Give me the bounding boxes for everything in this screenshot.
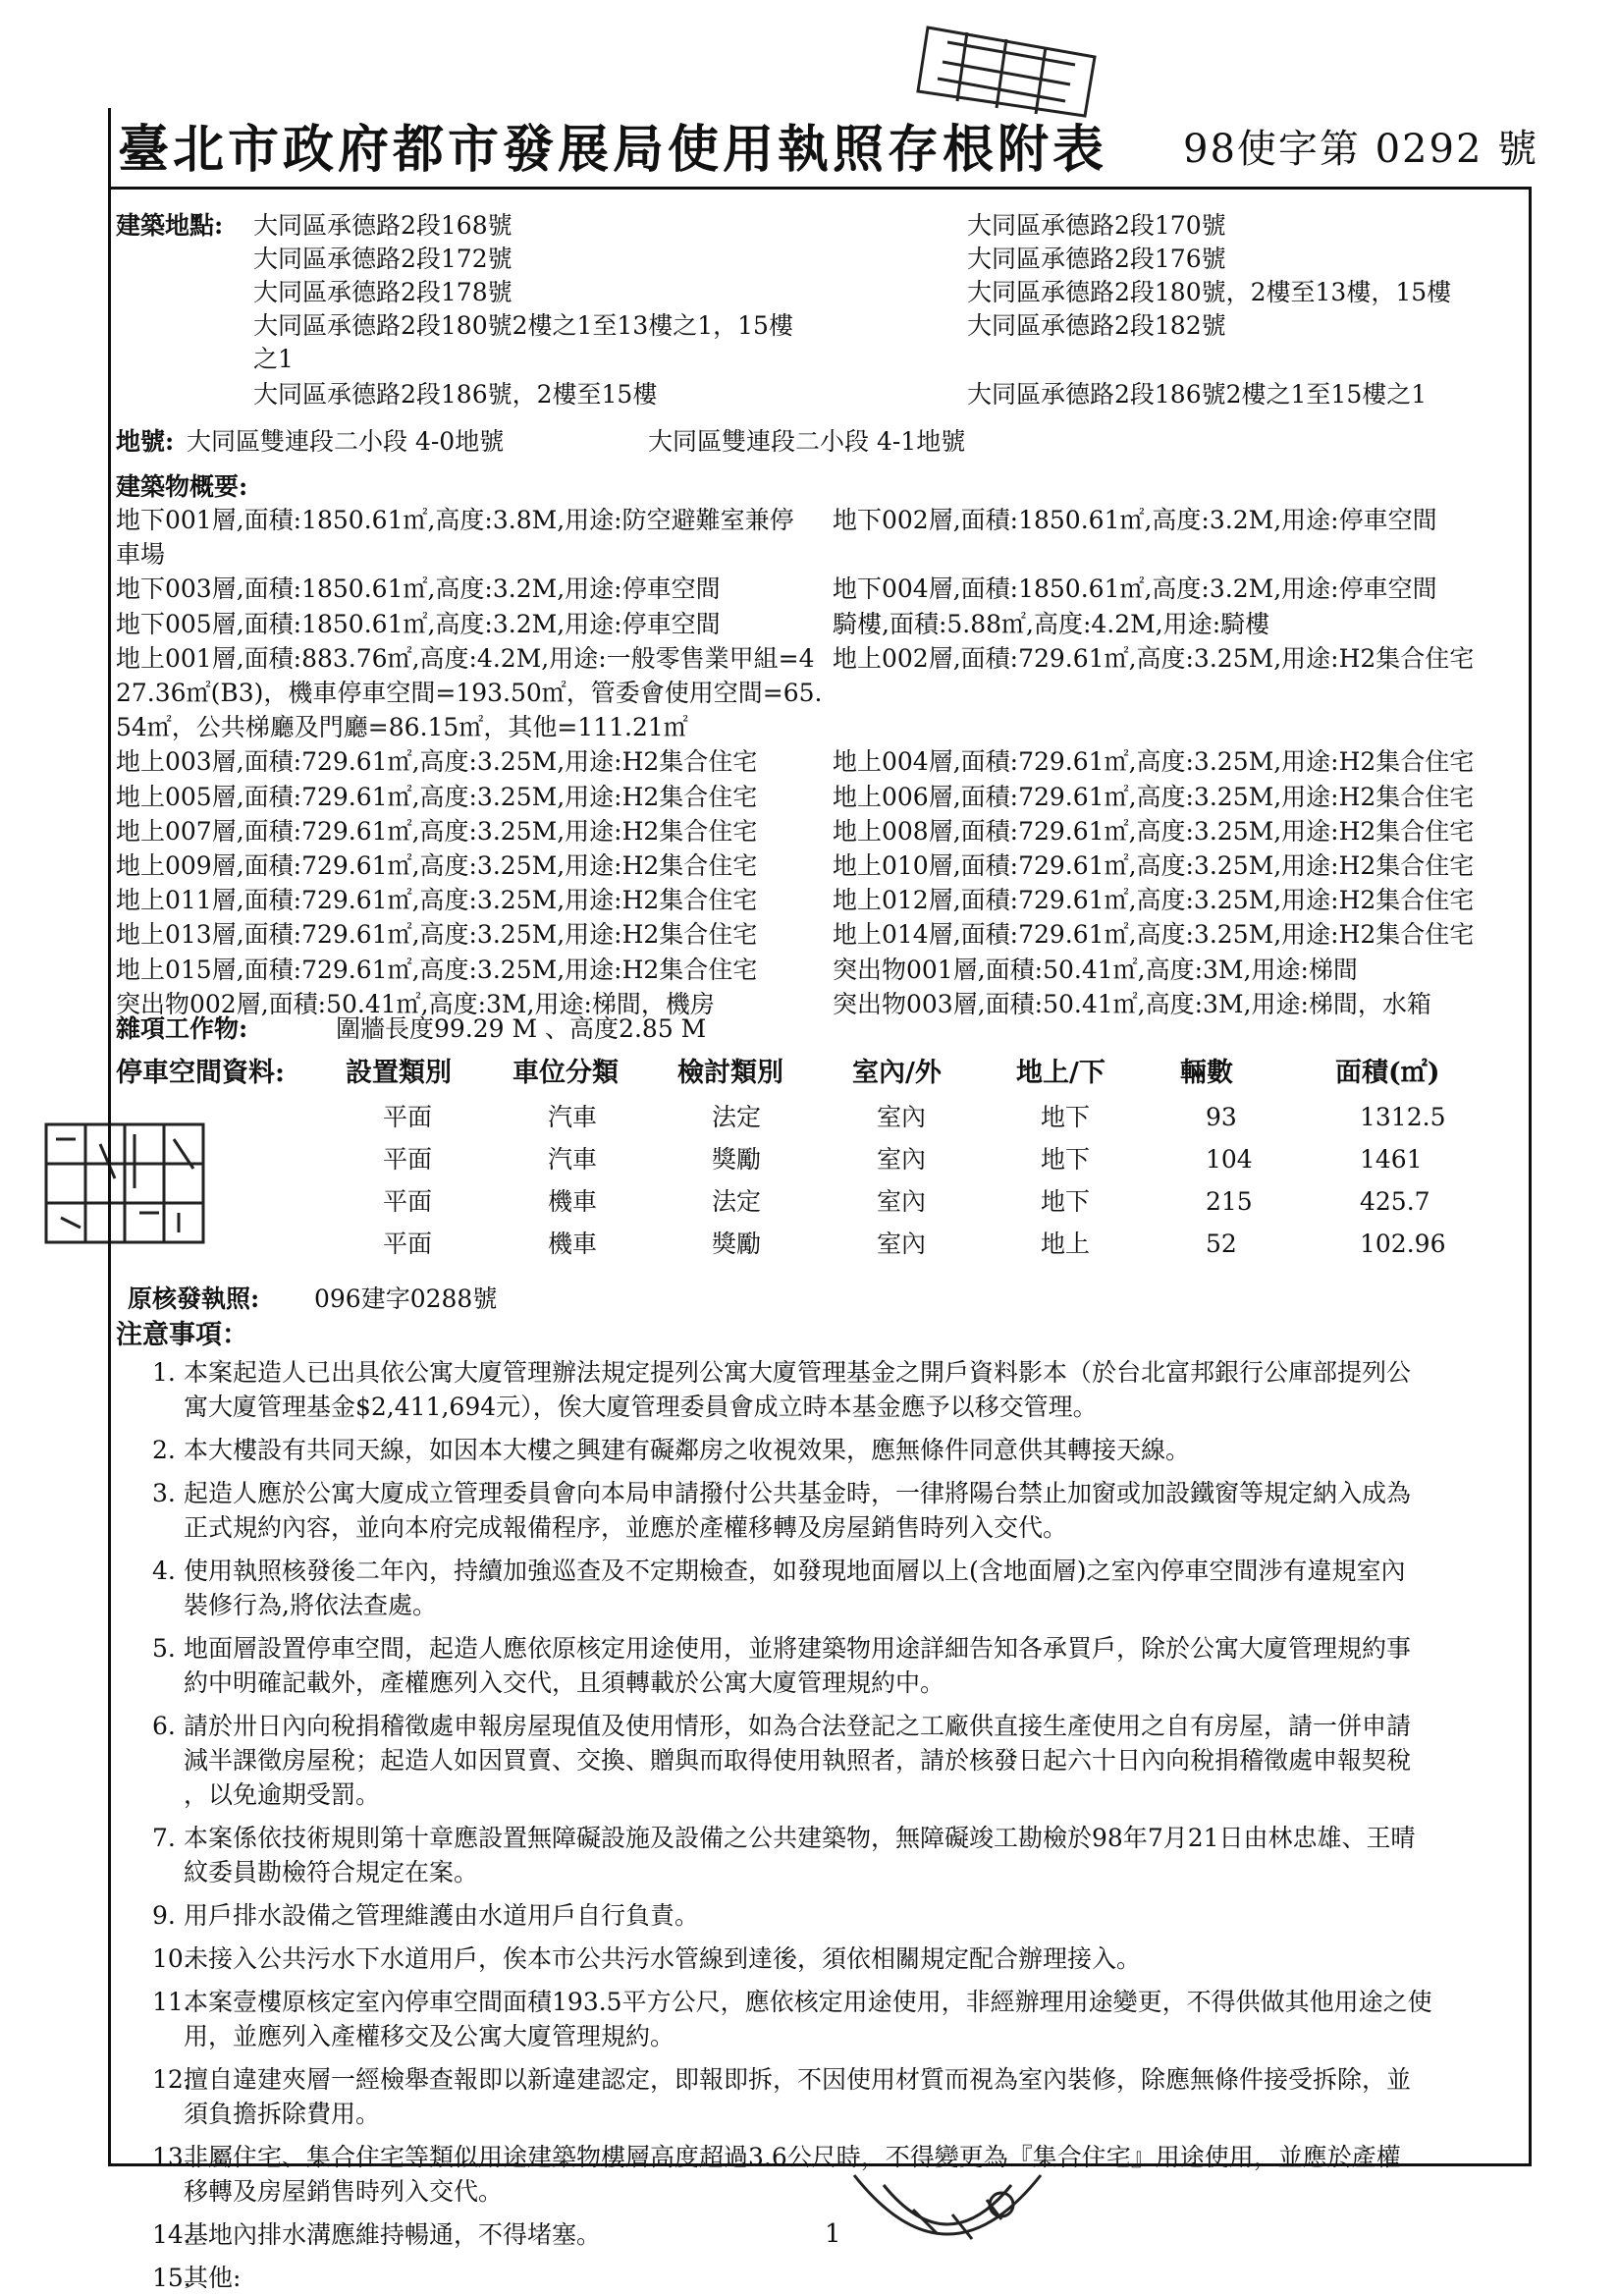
- site-address: 大同區承德路2段180號，2樓至13樓，15樓: [967, 278, 1452, 306]
- note-item: [152, 2062, 1546, 2131]
- overview-entry: 地上005層,面積:729.61㎡,高度:3.25M,用途:H2集合住宅: [116, 782, 758, 811]
- note-line: 正式規約內容，並向本府完成報備程序，並應於產權移轉及房屋銷售時列入交代。: [184, 1513, 1068, 1542]
- site-address: 大同區承德路2段182號: [967, 311, 1226, 340]
- note-item: [152, 1941, 1546, 1976]
- parking-cell: 平面: [383, 1187, 433, 1216]
- note-item: [152, 1433, 1546, 1467]
- overview-entry: 地上001層,面積:883.76㎡,高度:4.2M,用途:一般零售業甲組=4: [116, 643, 815, 673]
- parking-column-header: 輛數: [1180, 1058, 1233, 1088]
- parking-label: 停車空間資料:: [116, 1058, 285, 1088]
- original-permit-label: 原核發執照:: [128, 1285, 260, 1313]
- note-line: 紋委員勘檢符合規定在案。: [184, 1858, 479, 1886]
- page-number: 1: [825, 2219, 841, 2249]
- note-number: 15.: [152, 2264, 191, 2292]
- parking-cell: 法定: [712, 1187, 762, 1216]
- left-border: [108, 108, 111, 2165]
- parking-cell: 汽車: [548, 1103, 598, 1131]
- note-line: 移轉及房屋銷售時列入交代。: [184, 2177, 504, 2206]
- note-item: [152, 1709, 1546, 1812]
- misc-value: 圍牆長度99.29 M 、高度2.85 M: [336, 1014, 707, 1043]
- overview-entry: 地上008層,面積:729.61㎡,高度:3.25M,用途:H2集合住宅: [833, 816, 1475, 846]
- note-item: [152, 1821, 1546, 1889]
- parking-cell: 室內: [877, 1187, 927, 1216]
- overview-entry: 地上009層,面積:729.61㎡,高度:3.25M,用途:H2集合住宅: [116, 851, 758, 880]
- overview-entry: 地上006層,面積:729.61㎡,高度:3.25M,用途:H2集合住宅: [833, 782, 1475, 811]
- note-number: 5.: [152, 1634, 176, 1663]
- parking-cell: 102.96: [1360, 1230, 1446, 1258]
- site-address: 大同區承德路2段168號: [253, 211, 512, 240]
- note-line: 須負擔拆除費用。: [184, 2100, 381, 2128]
- overview-entry: 地上004層,面積:729.61㎡,高度:3.25M,用途:H2集合住宅: [833, 747, 1475, 777]
- overview-entry: 地上014層,面積:729.61㎡,高度:3.25M,用途:H2集合住宅: [833, 920, 1475, 950]
- parking-cell: 地下: [1041, 1145, 1091, 1174]
- note-number: 13.: [152, 2143, 191, 2171]
- note-item: [152, 1554, 1546, 1622]
- note-number: 2.: [152, 1436, 176, 1464]
- note-line: 地面層設置停車空間，起造人應依原核定用途使用，並將建築物用途詳細告知各承買戶，除於公寓大廈管理規約事: [184, 1634, 1412, 1663]
- parking-cell: 1461: [1360, 1145, 1423, 1174]
- overview-entry: 地上012層,面積:729.61㎡,高度:3.25M,用途:H2集合住宅: [833, 886, 1475, 915]
- note-item: [152, 2140, 1546, 2209]
- site-address: 大同區承德路2段186號2樓之1至15樓之1: [967, 380, 1428, 409]
- site-address: 大同區承德路2段172號: [253, 245, 512, 273]
- note-line: 用戶排水設備之管理維護由水道用戶自行負責。: [184, 1901, 700, 1930]
- note-item: [152, 1355, 1546, 1424]
- note-line: 減半課徵房屋稅；起造人如因買賣、交換、贈與而取得使用執照者，請於核發日起六十日內向稅捐稽徵處申報契稅: [184, 1746, 1412, 1775]
- overview-entry: 地下004層,面積:1850.61㎡,高度:3.2M,用途:停車空間: [833, 574, 1437, 604]
- parking-cell: 215: [1206, 1187, 1253, 1216]
- note-number: 7.: [152, 1824, 176, 1852]
- overview-entry: 地上011層,面積:729.61㎡,高度:3.25M,用途:H2集合住宅: [116, 886, 758, 915]
- parking-cell: 425.7: [1360, 1187, 1430, 1216]
- overview-entry: 車場: [116, 540, 166, 570]
- overview-entry: 54㎡，公共梯廳及門廳=86.15㎡，其他=111.21㎡: [116, 713, 688, 742]
- parking-cell: 平面: [383, 1145, 433, 1174]
- overview-entry: 地上002層,面積:729.61㎡,高度:3.25M,用途:H2集合住宅: [833, 643, 1475, 673]
- note-number: 10.: [152, 1944, 191, 1973]
- note-item: [152, 2261, 1546, 2295]
- note-line: 用，並應列入產權移交及公寓大廈管理規約。: [184, 2022, 675, 2050]
- site-address: 大同區承德路2段186號，2樓至15樓: [253, 380, 658, 409]
- overview-entry: 地下005層,面積:1850.61㎡,高度:3.2M,用途:停車空間: [116, 609, 721, 638]
- overview-entry: 突出物001層,面積:50.41㎡,高度:3M,用途:梯間: [833, 955, 1358, 984]
- parking-column-header: 地上/下: [1016, 1058, 1106, 1088]
- note-line: 起造人應於公寓大廈成立管理委員會向本局申請撥付公共基金時，一律將陽台禁止加窗或加設鐵窗等規定納入成為: [184, 1479, 1412, 1507]
- note-line: 擅自違建夾層一經檢舉查報即以新違建認定，即報即拆，不因使用材質而視為室內裝修，除應無條件接受拆除，並: [184, 2065, 1412, 2094]
- note-number: 14.: [152, 2220, 191, 2249]
- header-rule: [108, 187, 1532, 190]
- overview-entry: 27.36㎡(B3)，機車停車空間=193.50㎡，管委會使用空間=65.: [116, 679, 823, 707]
- parking-cell: 地下: [1041, 1103, 1091, 1131]
- overview-entry: 騎樓,面積:5.88㎡,高度:4.2M,用途:騎樓: [833, 609, 1270, 638]
- lot-number-a: 大同區雙連段二小段 4-0地號: [187, 427, 505, 456]
- parking-cell: 平面: [383, 1230, 433, 1258]
- parking-cell: 1312.5: [1360, 1103, 1446, 1131]
- parking-cell: 室內: [877, 1145, 927, 1174]
- note-line: ，以免逾期受罰。: [184, 1780, 381, 1809]
- overview-entry: 地下001層,面積:1850.61㎡,高度:3.8M,用途:防空避難室兼停: [116, 506, 794, 534]
- note-line: 裝修行為,將依法查處。: [184, 1591, 437, 1619]
- note-item: [152, 1631, 1546, 1700]
- parking-column-header: 車位分類: [512, 1058, 619, 1088]
- document-title: 臺北市政府都市發展局使用執照存根附表: [118, 120, 1108, 180]
- note-line: 約中明確記載外，產權應列入交代，且須轉載於公寓大廈管理規約中。: [184, 1668, 945, 1697]
- note-number: 9.: [152, 1901, 176, 1930]
- overview-entry: 地上015層,面積:729.61㎡,高度:3.25M,用途:H2集合住宅: [116, 955, 758, 984]
- note-number: 3.: [152, 1479, 176, 1507]
- note-item: [152, 2217, 1546, 2252]
- original-permit-value: 096建字0288號: [314, 1285, 498, 1313]
- note-line: 其他:: [184, 2264, 242, 2292]
- parking-cell: 室內: [877, 1230, 927, 1258]
- note-line: 基地內排水溝應維持暢通，不得堵塞。: [184, 2220, 602, 2249]
- note-number: 1.: [152, 1358, 176, 1387]
- lot-label: 地號:: [116, 427, 175, 456]
- parking-cell: 汽車: [548, 1145, 598, 1174]
- parking-column-header: 檢討類別: [677, 1058, 783, 1088]
- parking-cell: 室內: [877, 1103, 927, 1131]
- parking-cell: 獎勵: [712, 1145, 762, 1174]
- overview-entry: 突出物002層,面積:50.41㎡,高度:3M,用途:梯間，機房: [116, 989, 715, 1018]
- overview-entry: 地上013層,面積:729.61㎡,高度:3.25M,用途:H2集合住宅: [116, 920, 758, 950]
- overview-entry: 地上007層,面積:729.61㎡,高度:3.25M,用途:H2集合住宅: [116, 816, 758, 846]
- parking-cell: 法定: [712, 1103, 762, 1131]
- note-item: [152, 1898, 1546, 1933]
- overview-label: 建築物概要:: [116, 472, 248, 501]
- note-line: 非屬住宅、集合住宅等類似用途建築物樓層高度超過3.6公尺時，不得變更為『集合住宅』用途使用，並應於產權: [184, 2143, 1401, 2171]
- site-label: 建築地點:: [116, 211, 224, 240]
- note-line: 本大樓設有共同天線，如因本大樓之興建有礙鄰房之收視效果，應無條件同意供其轉接天線。: [184, 1436, 1191, 1464]
- parking-cell: 平面: [383, 1103, 433, 1131]
- note-number: 4.: [152, 1557, 176, 1585]
- approval-seal-icon: [41, 1120, 208, 1247]
- site-address: 之1: [253, 345, 294, 373]
- parking-cell: 機車: [548, 1230, 598, 1258]
- notes-label: 注意事項：: [116, 1320, 248, 1350]
- parking-cell: 104: [1206, 1145, 1253, 1174]
- parking-column-header: 室內/外: [852, 1058, 942, 1088]
- overview-entry: 地上010層,面積:729.61㎡,高度:3.25M,用途:H2集合住宅: [833, 851, 1475, 880]
- site-address: 大同區承德路2段178號: [253, 278, 512, 306]
- overview-entry: 地上003層,面積:729.61㎡,高度:3.25M,用途:H2集合住宅: [116, 747, 758, 777]
- note-line: 使用執照核發後二年內，持續加強巡查及不定期檢查，如發現地面層以上(含地面層)之室內停車空間涉有違規室內: [184, 1557, 1406, 1585]
- note-number: 11.: [152, 1988, 191, 2016]
- note-line: 本案係依技術規則第十章應設置無障礙設施及設備之公共建築物，無障礙竣工勘檢於98年7月21日由林忠雄、王晴: [184, 1824, 1416, 1852]
- note-number: 6.: [152, 1712, 176, 1740]
- parking-column-header: 面積(㎡): [1335, 1058, 1440, 1088]
- parking-cell: 93: [1206, 1103, 1237, 1131]
- lot-number-b: 大同區雙連段二小段 4-1地號: [648, 427, 966, 456]
- note-line: 寓大廈管理基金$2,411,694元），俟大廈管理委員會成立時本基金應予以移交管理。: [184, 1393, 1098, 1421]
- parking-cell: 獎勵: [712, 1230, 762, 1258]
- overview-entry: 突出物003層,面積:50.41㎡,高度:3M,用途:梯間，水箱: [833, 989, 1431, 1018]
- note-item: [152, 1985, 1546, 2053]
- note-line: 本案起造人已出具依公寓大廈管理辦法規定提列公寓大廈管理基金之開戶資料影本（於台北富邦銀行公庫部提列公: [184, 1358, 1412, 1387]
- overview-entry: 地下002層,面積:1850.61㎡,高度:3.2M,用途:停車空間: [833, 506, 1437, 534]
- parking-cell: 地下: [1041, 1187, 1091, 1216]
- site-address: 大同區承德路2段176號: [967, 245, 1226, 273]
- note-item: [152, 1476, 1546, 1545]
- misc-label: 雜項工作物:: [116, 1014, 248, 1043]
- site-address: 大同區承德路2段170號: [967, 211, 1226, 240]
- note-line: 請於卅日內向稅捐稽徵處申報房屋現值及使用情形，如為合法登記之工廠供直接生產使用之自有房屋，請一併申請: [184, 1712, 1412, 1740]
- parking-cell: 機車: [548, 1187, 598, 1216]
- site-address: 大同區承德路2段180號2樓之1至13樓之1，15樓: [253, 311, 793, 340]
- parking-column-header: 設置類別: [346, 1058, 452, 1088]
- parking-cell: 52: [1206, 1230, 1237, 1258]
- permit-number: 98使字第 0292 號: [1183, 127, 1539, 172]
- note-line: 本案壹樓原核定室內停車空間面積193.5平方公尺，應依核定用途使用，非經辦理用途變更，不得供做其他用途之使: [184, 1988, 1432, 2016]
- note-number: 12.: [152, 2065, 191, 2094]
- parking-cell: 地上: [1041, 1230, 1091, 1258]
- note-line: 未接入公共污水下水道用戶，俟本市公共污水管線到達後，須依相關規定配合辦理接入。: [184, 1944, 1142, 1973]
- overview-entry: 地下003層,面積:1850.61㎡,高度:3.2M,用途:停車空間: [116, 574, 721, 604]
